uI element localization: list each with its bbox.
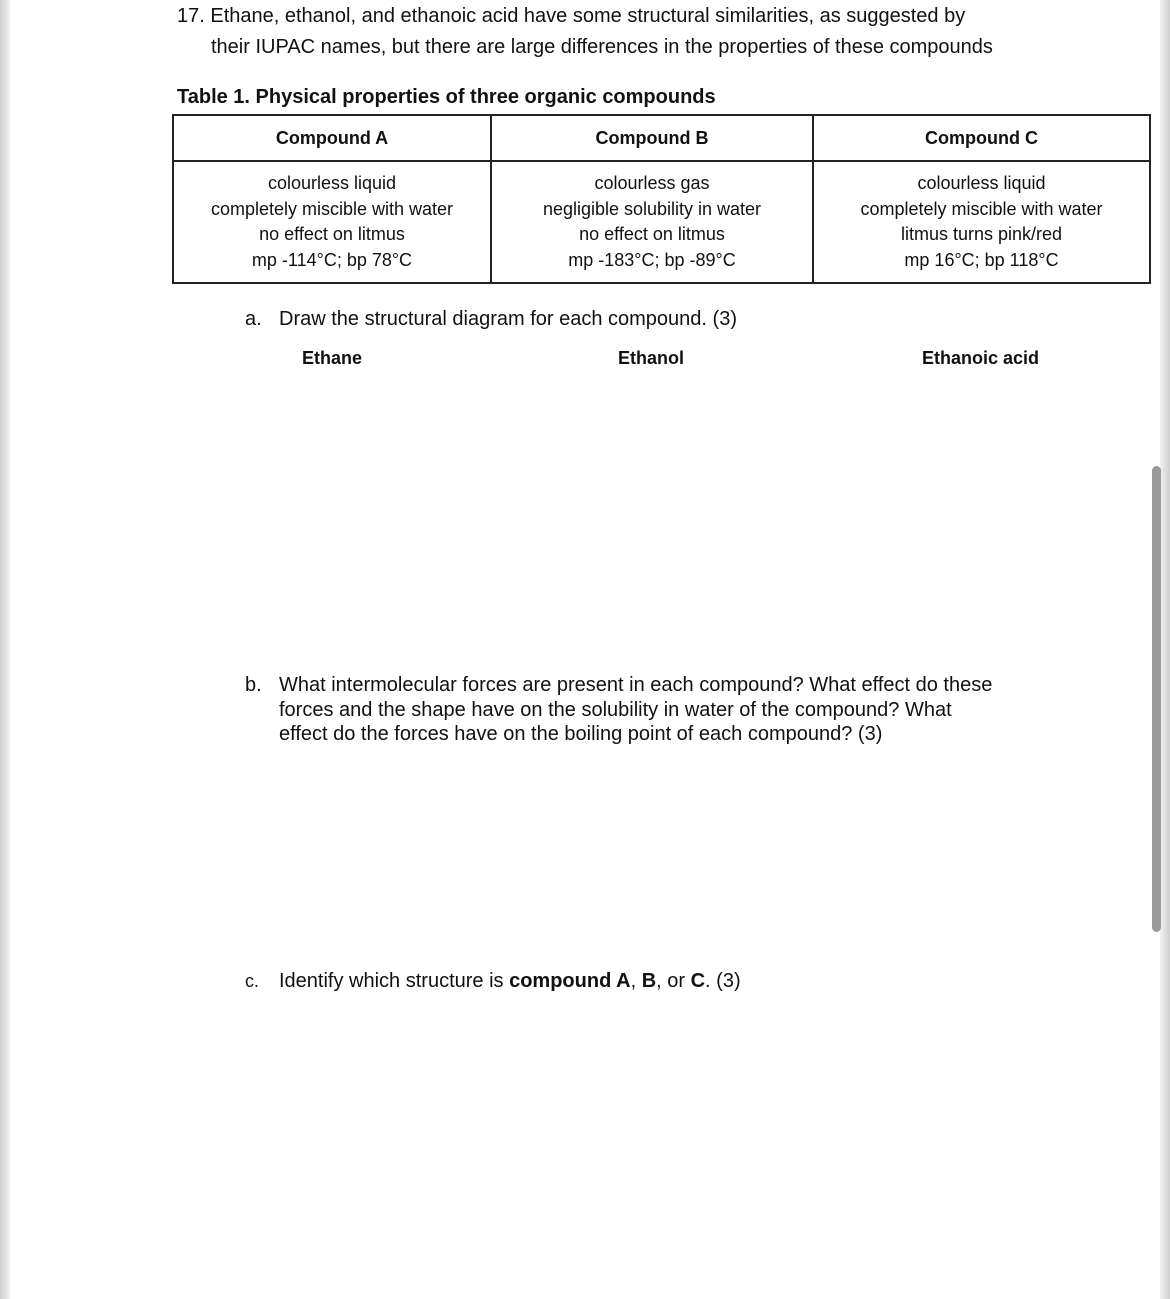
scrollbar-track[interactable] bbox=[1160, 0, 1170, 1299]
part-b-line-2: forces and the shape have on the solubility in water of the compound? What bbox=[279, 698, 952, 721]
part-b-line-1: What intermolecular forces are present in each compound? What effect do these bbox=[279, 674, 993, 696]
part-a-text: Draw the structural diagram for each compound. (3) bbox=[279, 308, 737, 330]
property-state: colourless gas bbox=[594, 173, 710, 193]
question-line-2: their IUPAC names, but there are large differences in the properties of these compounds bbox=[211, 36, 993, 58]
part-a-letter: a. bbox=[245, 308, 262, 330]
part-c-bold-compound-a: compound A bbox=[509, 970, 631, 992]
property-litmus: no effect on litmus bbox=[579, 224, 725, 244]
properties-table bbox=[172, 114, 1151, 284]
part-b-text bbox=[279, 673, 992, 747]
question-line-1: 17. Ethane, ethanol, and ethanoic acid have some structural similarities, as suggested by bbox=[177, 5, 966, 27]
part-b-letter: b. bbox=[245, 674, 262, 696]
part-c-text-1: Identify which structure is bbox=[279, 970, 510, 992]
header-compound-c: Compound C bbox=[813, 115, 1150, 161]
cell-compound-b bbox=[491, 161, 813, 283]
property-state: colourless liquid bbox=[917, 173, 1046, 193]
property-litmus: litmus turns pink/red bbox=[900, 224, 1063, 244]
header-compound-a: Compound A bbox=[173, 115, 491, 161]
property-solubility: negligible solubility in water bbox=[542, 198, 762, 219]
property-solubility: completely miscible with water bbox=[210, 198, 454, 219]
property-solubility: completely miscible with water bbox=[860, 198, 1103, 219]
part-c-text-2: , bbox=[630, 970, 642, 992]
part-c-letter: c. bbox=[245, 971, 260, 991]
property-mp-bp: mp 16°C; bp 118°C bbox=[904, 249, 1059, 270]
part-c-bold-b: B bbox=[641, 970, 657, 992]
cell-compound-c bbox=[813, 161, 1150, 283]
cell-compound-a bbox=[173, 161, 491, 283]
part-c-text bbox=[279, 969, 741, 994]
part-c-bold-c: C bbox=[690, 970, 706, 992]
property-state: colourless liquid bbox=[267, 173, 397, 193]
header-compound-b: Compound B bbox=[491, 115, 813, 161]
property-mp-bp: mp -114°C; bp 78°C bbox=[251, 249, 413, 270]
page-left-edge bbox=[0, 0, 10, 1299]
part-c-text-4: . (3) bbox=[705, 970, 741, 992]
part-c-text-3: , or bbox=[656, 970, 691, 992]
compound-name-ethanoic-acid: Ethanoic acid bbox=[922, 348, 1040, 368]
property-mp-bp: mp -183°C; bp -89°C bbox=[568, 249, 736, 270]
compound-name-ethane: Ethane bbox=[302, 348, 363, 368]
property-litmus: no effect on litmus bbox=[259, 224, 405, 244]
table-row bbox=[173, 161, 1150, 283]
compound-name-ethanol: Ethanol bbox=[618, 348, 684, 368]
table-caption: Table 1. Physical properties of three organic compounds bbox=[177, 86, 716, 108]
table-header-row bbox=[173, 115, 1150, 161]
scrollbar-thumb[interactable] bbox=[1152, 466, 1161, 932]
part-b-line-3: effect do the forces have on the boiling point of each compound? (3) bbox=[279, 723, 883, 745]
